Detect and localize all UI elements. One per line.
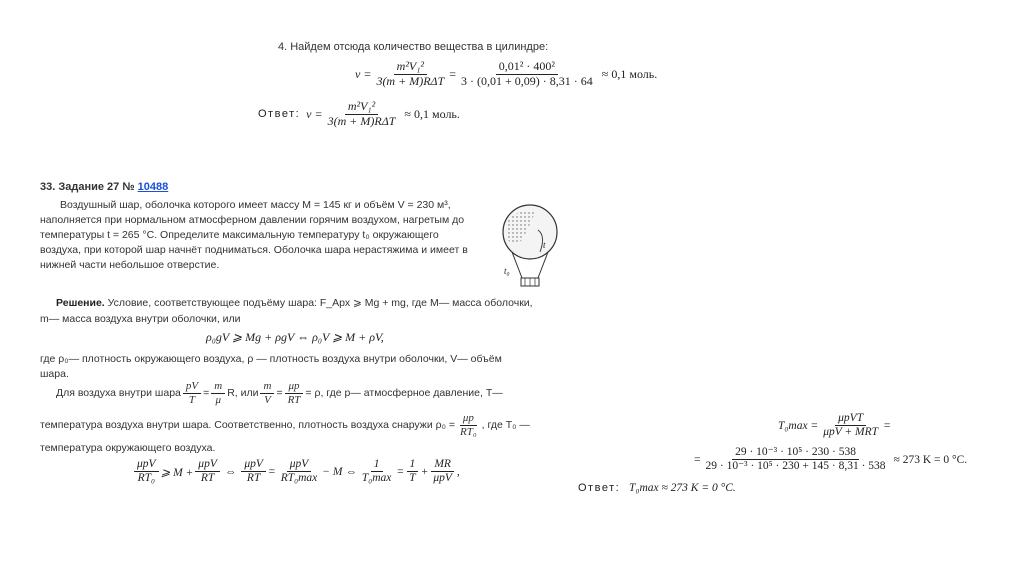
frac-num: μpV [195, 458, 220, 472]
frac-den: T [188, 393, 196, 406]
balloon-figure [500, 200, 560, 292]
frac-num: m [211, 380, 225, 394]
frac-num: pV [183, 380, 201, 394]
equals: = [203, 386, 210, 399]
frac-den: T₀max [361, 472, 392, 485]
answer-num: m²V₁² [345, 100, 378, 115]
solution-eq-2 [132, 458, 460, 485]
solution-eq-1: ρ₀gV ⩾ Mg + ρgV ⇔ ρ₀V ⩾ M + ρV, [206, 330, 384, 344]
task-line-2: наполняется при нормальном атмосферном давлении горячим воздухом, нагретым до [40, 214, 465, 226]
frac-num: μpV [287, 458, 312, 472]
eq-fraction-2 [458, 60, 596, 89]
frac-den: RT [287, 393, 301, 406]
frac-den: μ [215, 393, 221, 406]
eq-den-2: 3 · (0,01 + 0,09) · 8,31 · 64 [461, 73, 593, 88]
answer-lhs: ν = [306, 106, 323, 121]
figure-label-t: t [543, 240, 546, 250]
line6-text: температура воздуха внутри шара. Соответственно, плотность воздуха снаружи ρ₀ = [40, 418, 455, 431]
frac-den: 29 · 10⁻³ · 10⁵ · 230 + 145 · 8,31 · 538 [705, 460, 886, 473]
result-answer [578, 482, 736, 494]
solution-label: Решение. [56, 297, 105, 309]
frac-den: V [264, 393, 271, 406]
line5-mid: R, или [227, 386, 259, 399]
answer-label: Ответ: [258, 108, 301, 121]
eq2-op: − M ⇔ [322, 465, 357, 478]
frac-num: 1 [407, 458, 419, 472]
frac-mup-rt [285, 380, 304, 406]
task-heading [40, 181, 168, 193]
eq2-frac-b [195, 458, 220, 485]
eq2-op: ⇔ [224, 465, 237, 478]
eq2-op: + [420, 465, 429, 478]
solution-line-2: m— масса воздуха внутри оболочки, или [40, 313, 241, 325]
figure-label-t0: t₀ [504, 266, 510, 276]
task-line-1: Воздушный шар, оболочка которого имеет массу M = 145 кг и объём V = 230 м³, [60, 199, 451, 211]
eq2-frac-f [406, 458, 418, 485]
answer-den: 3(m + M)RΔT [327, 113, 396, 128]
solution-line-1 [56, 296, 533, 311]
frac-num: μp [285, 380, 302, 394]
frac-den: RT [246, 472, 261, 485]
solution-text-1: Условие, соответствующее подъёму шара: F_Арх ⩾ Mg + mg, где M— масса оболочки, [107, 297, 533, 309]
solution-line-7: температура окружающего воздуха. [40, 442, 216, 454]
task-link[interactable]: 10488 [137, 181, 169, 193]
result-line-1 [778, 412, 891, 439]
eq2-end: , [456, 465, 460, 478]
eq2-op: ⩾ M + [160, 466, 194, 479]
solution-line-4: шара. [40, 368, 69, 380]
frac-num: μpVT [835, 412, 866, 426]
eq-den-1: 3(m + M)RΔT [376, 73, 445, 88]
result-frac-1 [820, 412, 881, 439]
solution-line-6 [40, 412, 530, 438]
task-line-3: температуры t = 265 °C. Определите максимальную температуру t₀ окружающего [40, 229, 439, 241]
result-frac-2 [703, 446, 889, 473]
frac-den: μpV + MRT [823, 426, 879, 439]
answer-result: ≈ 0,1 моль. [404, 106, 460, 121]
frac-den: RT₀max [280, 472, 318, 485]
solution-line-3: где ρ₀— плотность окружающего воздуха, ρ — плотность воздуха внутри оболочки, V— объём [40, 353, 502, 365]
eq2-frac-e [359, 458, 395, 485]
eq-equals: = [449, 66, 457, 81]
eq2-frac-a [134, 458, 159, 485]
step4-equation [355, 60, 657, 89]
result-answer-text: T₀max ≈ 273 K = 0 °C. [629, 482, 736, 494]
frac-den: RT₀ [137, 472, 155, 485]
frac-num: MR [431, 458, 454, 472]
frac-den: RT₀ [460, 425, 477, 438]
result-line-2 [694, 446, 967, 473]
answer-1 [258, 100, 460, 129]
frac-num: 29 · 10⁻³ · 10⁵ · 230 · 538 [732, 446, 859, 460]
result-eq: = [694, 453, 701, 466]
frac-num: m [260, 380, 274, 394]
frac-num: μpV [241, 458, 266, 472]
eq2-frac-d [278, 458, 321, 485]
step4-text: 4. Найдем отсюда количество вещества в цилиндре: [278, 41, 549, 53]
frac-num: μp [460, 412, 477, 426]
eq2-frac-c [241, 458, 266, 485]
solution-line-5 [56, 380, 503, 406]
frac-num: μpV [134, 458, 159, 472]
eq2-frac-g [430, 458, 455, 485]
result-answer-label: Ответ: [578, 482, 621, 494]
equals: = [276, 386, 283, 399]
line5-text: Для воздуха внутри шара [56, 386, 181, 399]
eq2-op: = [267, 465, 276, 478]
result-lhs: T₀max = [778, 419, 819, 432]
line6-tail: , где T₀ — [481, 418, 530, 431]
frac-m-mu [211, 380, 225, 406]
frac-num: 1 [371, 458, 383, 472]
task-line-4: воздуха, при которой шар начнёт подниматься. Оболочка шара нерастяжима и имеет в [40, 244, 468, 256]
task-statement [40, 198, 468, 273]
eq2-op: = [396, 465, 405, 478]
task-heading-prefix: 33. Задание 27 № [40, 181, 135, 193]
answer-fraction [325, 100, 399, 129]
result-eq: = [883, 419, 891, 432]
frac-den: RT [200, 472, 215, 485]
frac-mup-rt0 [457, 412, 480, 438]
eq-lhs: ν = [355, 66, 372, 81]
eq-fraction-1 [373, 60, 447, 89]
frac-m-v [260, 380, 274, 406]
eq-num-1: m²V₁² [394, 60, 427, 75]
frac-den: μpV [433, 472, 452, 485]
eq-num-2: 0,01² · 400² [496, 60, 558, 75]
eq-result: ≈ 0,1 моль. [601, 66, 658, 81]
frac-pv-t [183, 380, 201, 406]
result-value: ≈ 273 K = 0 °C. [893, 453, 968, 466]
task-line-5: нижней части небольшое отверстие. [40, 259, 220, 271]
frac-den: T [409, 472, 416, 485]
line5-tail: = ρ, где p— атмосферное давление, T— [305, 386, 503, 399]
